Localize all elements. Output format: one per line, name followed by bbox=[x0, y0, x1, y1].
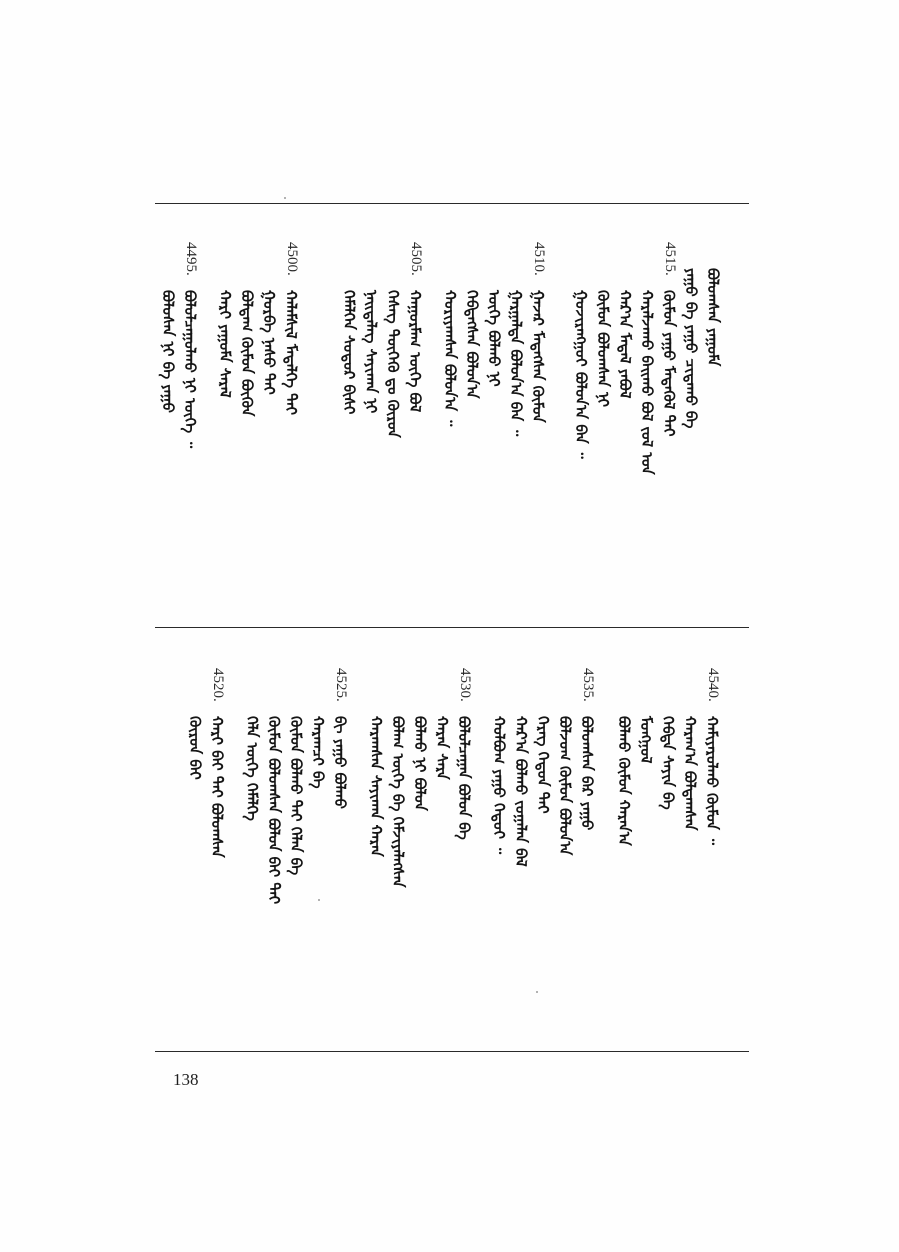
text-line: ᠬᠦᠮᠦᠨ ᠶᠠᠭᠤ ᠮᠡᠳᠡᠭᠦᠯ ᠲᠠᠢ bbox=[660, 290, 678, 437]
text-line: ᠬᠡᠰᠡᠭ ᠲᠦᠭᠡᠬᠦ ᠳᠤ ᠬᠦᠷᠦᠨ bbox=[384, 290, 402, 438]
text-line: ᠪᠣᠯᠳᠠᠭ ᠬᠦᠮᠦᠨ ᠪᠦᠬᠦᠨ bbox=[238, 290, 256, 417]
entry-number: 4505. bbox=[408, 242, 424, 276]
text-line: ᠬᠠᠷᠢ ᠶᠠᠭᠤᠮᠠ ᠰᠠᠷᠠᠯ bbox=[216, 290, 234, 398]
entry-number: 4510. bbox=[531, 242, 547, 276]
entry-number: 4520. bbox=[210, 668, 226, 702]
text-line: ᠬᠠᠷᠢ ᠪᠠᠢ ᠲᠠᠢ ᠪᠣᠯᠣᠭᠰᠠᠨ bbox=[208, 716, 226, 858]
scan-speck bbox=[318, 899, 320, 901]
text-line: ᠭᠤᠵᠢᠷᠠᠩᠭᠤᠢ ᠪᠣᠯᠤᠨ᠎ᠠ ᠪᠡᠨ ᠃ bbox=[572, 290, 590, 459]
text-line: ᠪᠣᠯᠣᠰᠠᠨ ᠨᠢ ᠪᠡ ᠶᠠᠭᠤ bbox=[159, 290, 177, 413]
text-line: ᠪᠣᠯᠵᠣᠭ ᠬᠦᠮᠦᠨ ᠪᠣᠯᠣᠨ᠎ᠠ bbox=[556, 716, 574, 856]
text-line: ᠬᠠᠷ᠎ᠠ ᠪᠣᠯᠬᠤ ᠵᠤᠭᠠᠯᠠᠨ ᠪᠡᠯ bbox=[512, 716, 530, 867]
text-line: ᠪᠣᠯᠣᠭᠰᠠᠨ ᠪᠠᠷ ᠶᠠᠭᠤ bbox=[578, 716, 596, 831]
page-number: 138 bbox=[173, 1070, 199, 1089]
text-line: ᠬᠦᠮᠦᠨ ᠪᠣᠯᠤᠭᠰᠠᠨ ᠨᠢ bbox=[594, 290, 612, 408]
text-line: ᠪᠣᠯᠣᠭᠰᠠᠨ ᠶᠠᠭᠤᠮᠠ bbox=[704, 268, 722, 367]
text-line: ᠬᠦᠮᠦᠨ ᠪᠣᠯᠬᠤ ᠲᠠᠢ ᠬᠡᠯᠡᠨ ᠪᠡ bbox=[287, 716, 305, 876]
text-line: ᠬᠣᠷᠢᠶᠠᠭᠰᠠᠨ ᠪᠣᠯᠤᠨ᠎ᠠ ᠃ bbox=[441, 290, 459, 427]
text-line: ᠬᠠᠮᠢᠶᠠᠷᠤᠯᠬᠤ ᠬᠦᠮᠦᠨ ᠃ bbox=[703, 716, 721, 846]
text-line: ᠪᠣᠯᠬᠤ ᠨᠢ ᠪᠣᠯᠣᠨ bbox=[411, 716, 429, 811]
top-rule bbox=[155, 203, 749, 204]
text-line: ᠬᠦᠮᠦᠨ ᠪᠣᠯᠣᠭᠰᠠᠨ ᠪᠣᠯᠤᠨ ᠪᠠᠢ ᠲᠠᠢ bbox=[265, 716, 283, 905]
text-line: ᠬᠡᠮᠡᠯᠭᠡᠨ ᠰᠣᠳᠤᠷ ᠪᠢᠱᠢ bbox=[340, 290, 358, 415]
text-line: ᠦᠭᠡ ᠪᠣᠯᠬᠤ ᠨᠢ bbox=[485, 290, 503, 387]
text-line: ᠬᠣᠯᠪᠣᠭ ᠶᠠᠭᠤ ᠬᠡᠳᠦᠢ ᠃ bbox=[490, 716, 508, 855]
text-line: ᠬᠠᠷ᠎ᠠ ᠮᠡᠳᠡᠯ ᠶᠠᠪᠤᠯ bbox=[616, 290, 634, 399]
text-line: ᠬᠦᠷᠦᠨ ᠪᠠᠢ bbox=[186, 716, 204, 780]
text-line: ᠪᠢ ᠶᠠᠭᠤ ᠪᠣᠯᠬᠤ bbox=[331, 716, 349, 809]
text-line: ᠮᠣᠩᠭᠣᠯ bbox=[637, 716, 655, 764]
entry-number: 4515. bbox=[662, 242, 678, 276]
text-line: ᠪᠣᠯᠣᠯᠴᠠᠭᠠᠨ ᠪᠣᠯᠤᠨ ᠪᠡ bbox=[455, 716, 473, 840]
text-line: ᠪᠣᠯᠬᠤ ᠬᠦᠮᠦᠨ ᠬᠠᠷᠠᠨ᠎ᠠ bbox=[615, 716, 633, 846]
text-line: ᠬᠡᠷᠡᠭ ᠬᠡᠳᠦᠨ ᠲᠠᠢ bbox=[534, 716, 552, 814]
text-line: ᠬᠠᠷᠠᠯᠵᠠᠬᠤ ᠪᠠᠢᠬᠤ ᠪᠣᠯ ᠵᠣᠯ ᠤᠨ bbox=[638, 290, 656, 475]
text-line: ᠪᠣᠯᠣᠯᠴᠠᠭᠤᠯᠬᠤ ᠨᠢ ᠦᠭᠡ ᠃ bbox=[181, 290, 199, 449]
text-line: ᠪᠣᠯᠠᠭ ᠦᠭᠡ ᠪᠠ ᠬᠡᠮᠵᠢᠶᠡᠯᠡᠭᠰᠡᠨ bbox=[389, 716, 407, 888]
entry-number: 4535. bbox=[580, 668, 596, 702]
entry-number: 4540. bbox=[705, 668, 721, 702]
bottom-rule bbox=[155, 1051, 749, 1052]
text-line: ᠬᠠᠭᠤᠷᠮᠠᠭ ᠦᠭᠡ ᠪᠣᠯ bbox=[406, 290, 424, 413]
text-line: ᠬᠡᠪᠲᠡᠭᠰᠡᠨ ᠪᠣᠯᠤᠨ᠎ᠠ bbox=[463, 290, 481, 399]
text-line: ᠨᠡᠢᠲᠡᠯᠡᠭ ᠰᠠᠶᠢᠬᠠᠨ ᠨᠢ bbox=[362, 290, 380, 414]
scan-speck bbox=[536, 991, 538, 993]
entry-number: 4495. bbox=[183, 242, 199, 276]
text-line: ᠭᠠᠵᠠᠷ ᠮᠡᠳᠡᠭᠰᠡᠨ ᠬᠦᠮᠦᠨ bbox=[529, 290, 547, 423]
text-line: ᠬᠠᠷᠠᠭᠴᠢ ᠪᠡ bbox=[309, 716, 327, 789]
text-line: ᠬᠠᠷᠠᠭ᠎ᠠ ᠪᠣᠯᠳᠠᠭᠰᠠᠨ bbox=[681, 716, 699, 831]
entry-number: 4530. bbox=[457, 668, 473, 702]
middle-rule bbox=[155, 627, 749, 628]
text-line: ᠬᠠᠷᠠᠨ ᠰᠠᠷᠠ bbox=[433, 716, 451, 780]
text-line: ᠬᠠᠯᠠᠮᠰᠢᠯ ᠮᠡᠳᠡᠯᠭᠡ ᠲᠠᠢ bbox=[282, 290, 300, 415]
text-line: ᠬᠠᠷᠠᠭᠰᠠᠨ ᠰᠠᠶᠢᠬᠠᠨ ᠬᠠᠷᠠᠨ bbox=[367, 716, 385, 857]
text-line: ᠶᠠᠭᠤ ᠪᠠ ᠶᠠᠭᠤ ᠴᠢᠳᠠᠬᠤ ᠪᠡ bbox=[682, 268, 700, 429]
entry-number: 4525. bbox=[333, 668, 349, 702]
text-line: ᠬᠡᠯᠡ ᠦᠭᠡ ᠬᠡᠮᠡᠯᠭᠡ bbox=[243, 716, 261, 821]
text-line: ᠬᠡᠪᠲᠡ ᠰᠠᠶᠢᠨ ᠪᠠ bbox=[659, 716, 677, 810]
entry-number: 4500. bbox=[284, 242, 300, 276]
scan-speck bbox=[284, 197, 286, 199]
text-line: ᠭᠠᠷᠭᠠᠯᠲᠠ ᠪᠣᠯᠤᠨ᠎ᠠ ᠪᠡᠨ ᠃ bbox=[507, 290, 525, 437]
text-line: ᠭᠤᠷᠪᠠ ᠨᠠᠰᠤ ᠲᠡᠢ bbox=[260, 290, 278, 395]
